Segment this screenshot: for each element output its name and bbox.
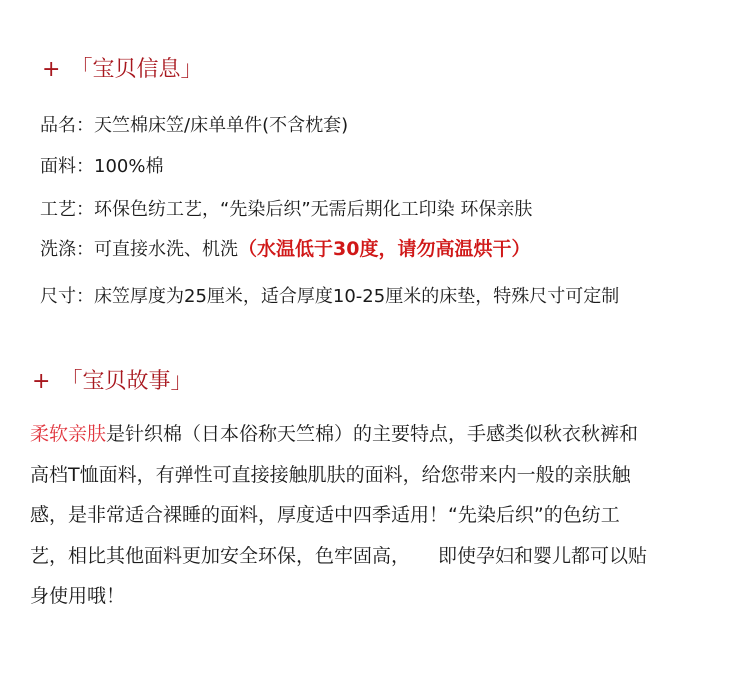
story-text: 艺，相比其他面料更加安全环保，色牢固高， — [30, 544, 411, 567]
info-label: 面料： — [40, 156, 94, 177]
plus-icon: + — [32, 369, 51, 394]
info-label: 工艺： — [40, 199, 94, 220]
info-value: 100%棉 — [94, 156, 164, 177]
info-value: 床笠厚度为25厘米，适合厚度10-25厘米的床垫，特殊尺寸可定制 — [94, 286, 620, 307]
story-line: 身使用哦！ — [30, 585, 126, 607]
plus-icon: + — [42, 57, 61, 82]
info-label: 尺寸： — [40, 286, 94, 307]
story-text: 是针织棉（日本俗称天竺棉）的主要特点，手感类似秋衣秋裤和 — [106, 423, 639, 445]
info-row-size — [40, 285, 619, 309]
info-row-material — [40, 155, 163, 179]
washing-warning: （水温低于30度，请勿高温烘干） — [238, 238, 531, 260]
section-heading-product-story — [32, 368, 192, 396]
info-label: 洗涤： — [40, 239, 94, 260]
story-line: 高档T恤面料，有弹性可直接接触肌肤的面料，给您带来内一般的亲肤触 — [30, 463, 631, 486]
info-row-washing — [40, 237, 530, 262]
section-title: 「宝贝信息」 — [70, 57, 203, 82]
story-highlight: 柔软亲肤 — [30, 423, 107, 445]
info-value: 天竺棉床笠/床单单件(不含枕套) — [94, 115, 349, 136]
story-line: 感，是非常适合裸睡的面料，厚度适中四季适用！“先染后织”的色纺工 — [30, 504, 620, 526]
story-line — [30, 536, 738, 577]
info-row-name — [40, 114, 348, 138]
info-value: 环保色纺工艺，“先染后织”无需后期化工印染 环保亲肤 — [94, 199, 533, 220]
info-row-craft — [40, 198, 532, 222]
info-value: 可直接水洗、机洗 — [94, 239, 238, 260]
story-paragraph — [30, 414, 738, 617]
section-title: 「宝贝故事」 — [60, 369, 193, 394]
story-text: 即使孕妇和婴儿都可以贴 — [438, 544, 648, 567]
story-line — [30, 414, 738, 455]
section-heading-product-info — [42, 56, 202, 84]
info-label: 品名： — [40, 115, 94, 136]
